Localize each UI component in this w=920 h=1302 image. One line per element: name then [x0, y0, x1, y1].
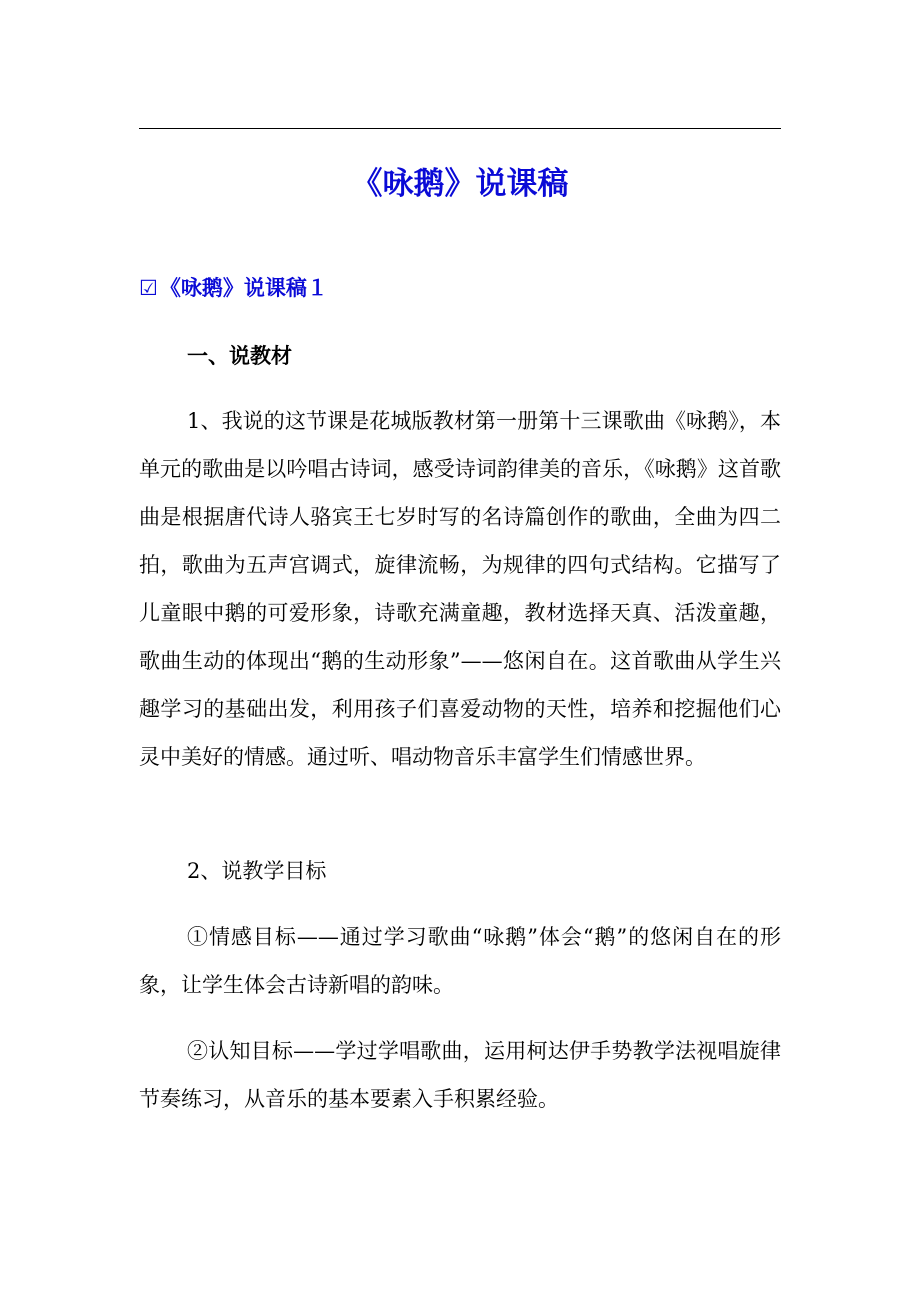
document-title: 《咏鹅》说课稿	[351, 166, 569, 202]
paragraph-objectives-heading: 2、说教学目标	[187, 859, 327, 883]
subheading-textbook: 一、说教材	[187, 343, 292, 368]
section-heading-text: 《咏鹅》说课稿１	[159, 276, 328, 300]
paragraph-cognitive-goal: ②认知目标——学过学唱歌曲，运用柯达伊手势教学法视唱旋律节奏练习，从音乐的基本要素入手积累经验。	[139, 1039, 781, 1111]
header-rule	[139, 128, 781, 129]
checkbox-icon: ☑	[139, 276, 158, 300]
paragraph-textbook: 1、我说的这节课是花城版教材第一册第十三课歌曲《咏鹅》，本单元的歌曲是以吟唱古诗词，感受诗词韵律美的音乐，《咏鹅》这首歌曲是根据唐代诗人骆宾王七岁时写的名诗篇创作的歌曲，全曲为四二拍，歌曲为五声宫调式，旋律流畅，为规律的四句式结构。它描写了儿童眼中鹅的可爱形象，诗歌充满童趣，教材选择天真、活泼童趣，歌曲生动的体现出“鹅的生动形象”——悠闲自在。这首歌曲从学生兴趣学习的基础出发，利用孩子们喜爱动物的天性，培养和挖掘他们心灵中美好的情感。通过听、唱动物音乐丰富学生们情感世界。	[139, 409, 781, 769]
paragraph-emotional-goal: ①情感目标——通过学习歌曲“咏鹅”体会“鹅”的悠闲自在的形象，让学生体会古诗新唱的韵味。	[139, 925, 781, 997]
section-heading	[139, 270, 781, 306]
